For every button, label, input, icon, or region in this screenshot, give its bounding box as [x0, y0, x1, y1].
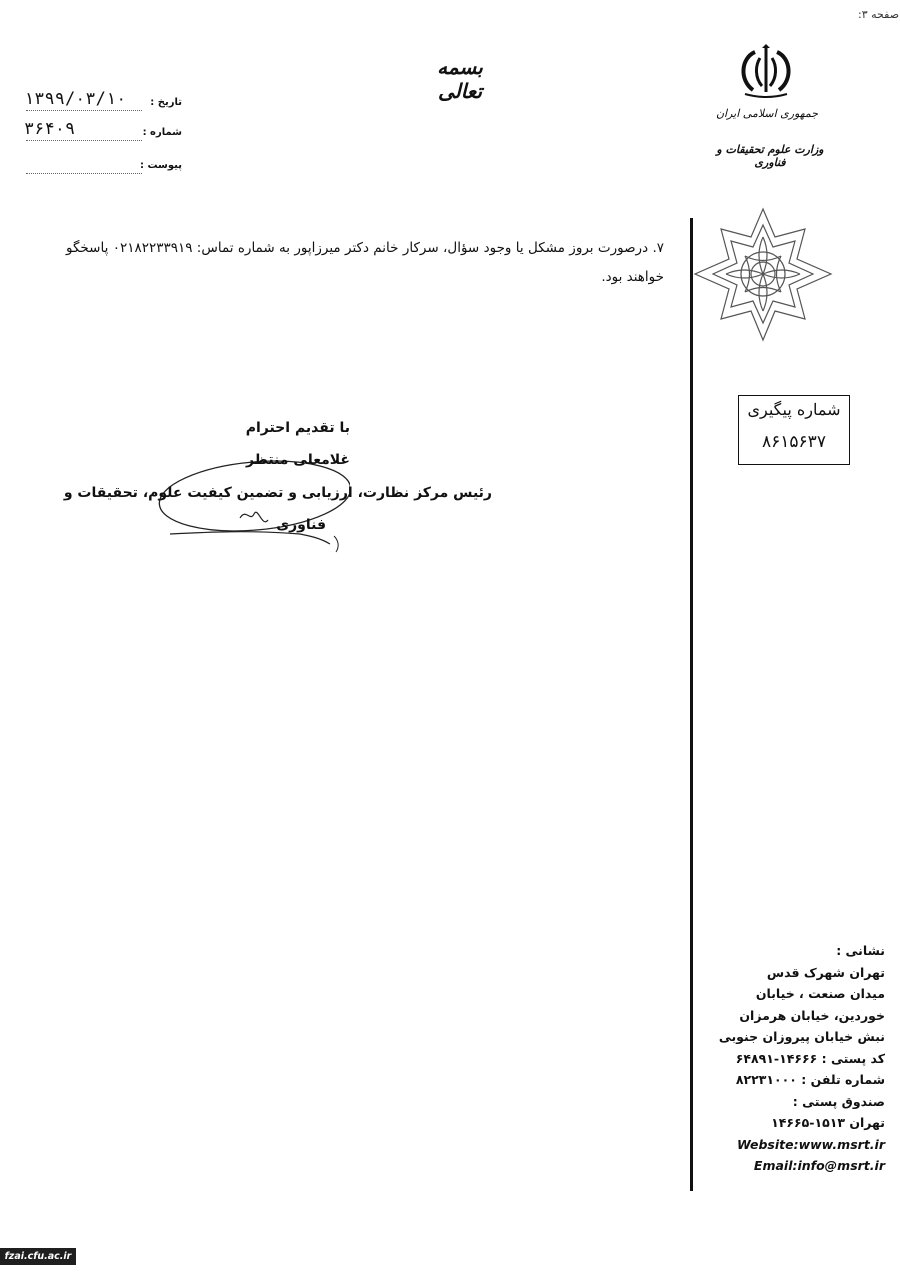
postal-code-line: کد پستی : ۱۴۶۶۶-۶۴۸۹۱ [735, 1050, 885, 1066]
po-box-line: تهران ۱۵۱۳-۱۴۶۶۵ [771, 1115, 885, 1130]
po-box-label-line: صندوق پستی : [792, 1093, 885, 1109]
address-line: خوردین، خیابان هرمزان [739, 1007, 885, 1023]
body-paragraph: ۷. درصورت بروز مشکل یا وجود سؤال، سرکار خانم دکتر میرزاپور به شماره تماس: ۰۲۱۸۲۲۳۳۹۱۹ پاسخگو خواهند بود. [66, 240, 664, 285]
phone-line: شماره تلفن : ۸۲۲۳۱۰۰۰ [735, 1072, 885, 1087]
republic-title: جمهوری اسلامی ایران [715, 107, 819, 120]
date-value: ۱۳۹۹/۰۳/۱۰ [24, 89, 127, 109]
date-row [22, 89, 182, 113]
letter-number-label: شماره : [142, 127, 182, 138]
email-link[interactable]: Email:info@msrt.ir [753, 1158, 885, 1173]
address-line: میدان صنعت ، خیابان [755, 986, 885, 1001]
signatory-position-line2: فناوری [276, 517, 326, 533]
address-line: نبش خیابان پیروزان جنوبی [718, 1029, 885, 1044]
signatory-name: غلامعلی منتظر [246, 452, 350, 468]
source-watermark-badge: fzai.cfu.ac.ir [0, 1248, 76, 1265]
bismillah-heading: بسمه تعالی [437, 55, 483, 103]
tracking-number: ۸۶۱۵۶۳۷ [762, 432, 826, 452]
tracking-label: شماره پیگیری [747, 400, 841, 419]
iran-emblem-icon [735, 44, 797, 100]
ministry-title: وزارت علوم تحقیقات و فناوری [716, 143, 824, 169]
signatory-position-line1: رئیس مرکز نظارت، ارزیابی و تضمین کیفیت علوم، تحقیقات و [63, 485, 492, 501]
closing-salutation: با تقدیم احترام [245, 420, 350, 436]
letter-number-row [22, 119, 182, 143]
attachment-dotted-line [26, 173, 142, 174]
date-label: تاریخ : [150, 97, 182, 108]
page-number-label: صفحه ۳: [858, 8, 900, 21]
letter-number-dotted-line [26, 140, 142, 141]
address-line: تهران شهرک قدس [766, 964, 885, 980]
address-line: نشانی : [836, 943, 885, 958]
vertical-divider [690, 218, 693, 1191]
website-link[interactable]: Website:www.msrt.ir [737, 1136, 885, 1152]
tracking-number-box [738, 395, 850, 465]
attachment-label: پیوست : [139, 160, 182, 171]
date-dotted-line [26, 110, 142, 111]
address-block [715, 940, 885, 1177]
letter-number-value: ۳۶۴۰۹ [24, 119, 76, 139]
ornament-icon [693, 207, 833, 342]
attachment-row [22, 158, 182, 176]
